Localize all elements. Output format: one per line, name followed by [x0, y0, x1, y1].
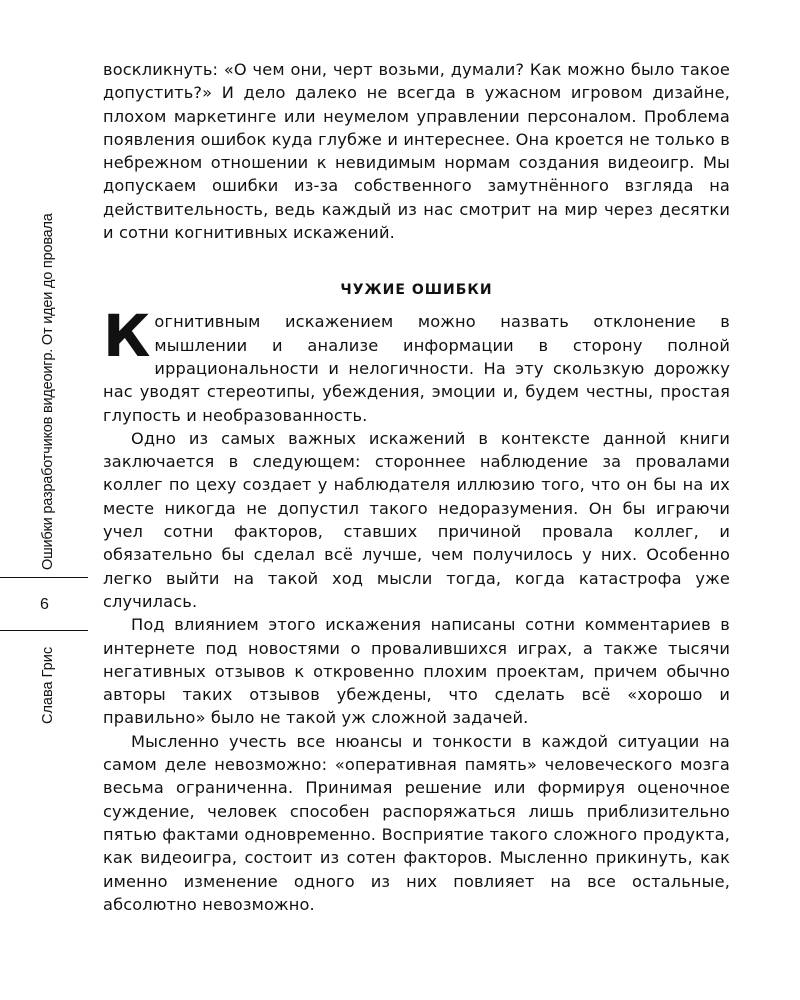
drop-cap: К [103, 302, 149, 371]
running-head-author: Слава Грис [40, 646, 56, 724]
text-column [103, 58, 730, 916]
running-head-divider-top [0, 577, 88, 578]
lead-paragraph [103, 302, 730, 426]
section-heading: ЧУЖИЕ ОШИБКИ [340, 282, 493, 299]
running-head-book-title: Ошибки разработчиков видеоигр. От идеи до провала [40, 213, 56, 570]
paragraph: Под влиянием этого искажения написаны сотни комментариев в интернете под новостями о провалившихся играх, а также тысячи негативных отзывов к откровенно плохим проектам, причем обычно авторы таких отзывов убеждены, что сделать всё «хорошо и правильно» было не такой уж сложной задачей. [103, 615, 730, 728]
paragraph-continued: воскликнуть: «О чем они, черт возьми, думали? Как можно было такое допустить?» И дело далеко не всегда в ужасном игровом дизайне, плохом маркетинге или неумелом управлении персоналом. Проблема появления ошибок куда глубже и интереснее. Она кроется не только в небрежном отношении к невидимым нормам создания видеоигр. Мы допускаем ошибки из-за собственного замутнённого взгляда на действительность, ведь каждый из нас смотрит на мир через десятки и сотни когнитивных искажений. [103, 60, 730, 243]
running-head-divider-bottom [0, 630, 88, 631]
paragraph: Одно из самых важных искажений в контексте данной книги заключается в следующем: стороннее наблюдение за провалами коллег по цеху создает у наблюдателя иллюзию того, что он бы на их месте никогда не допустил такого недоразумения. Он бы играючи учел сотни факторов, ставших причиной провала коллег, и обязательно бы сделал всё лучше, чем получилось у них. Особенно легко выйти на такой ход мысли тогда, когда катастрофа уже случилась. [103, 428, 730, 611]
lead-paragraph-text: огнитивным искажением можно назвать отклонение в мышлении и анализе информации в сторону полной иррациональности и нелогичности. На эту скользкую дорожку нас уводят стереотипы, убеждения, эмоции и, будем честны, простая глупость и необразованность. [103, 312, 730, 425]
paragraph: Мысленно учесть все нюансы и тонкости в каждой ситуации на самом деле невозможно: «оперативная память» человеческого мозга весьма ограниченна. Принимая решение или формируя оценочное суждение, человек способен распоряжаться лишь приблизительно пятью фактами одновременно. Восприятие такого сложного продукта, как видеоигра, состоит из сотен факторов. Мысленно прикинуть, как именно изменение одного из них повлияет на все остальные, абсолютно невозможно. [103, 731, 730, 914]
page-number: 6 [40, 596, 49, 613]
